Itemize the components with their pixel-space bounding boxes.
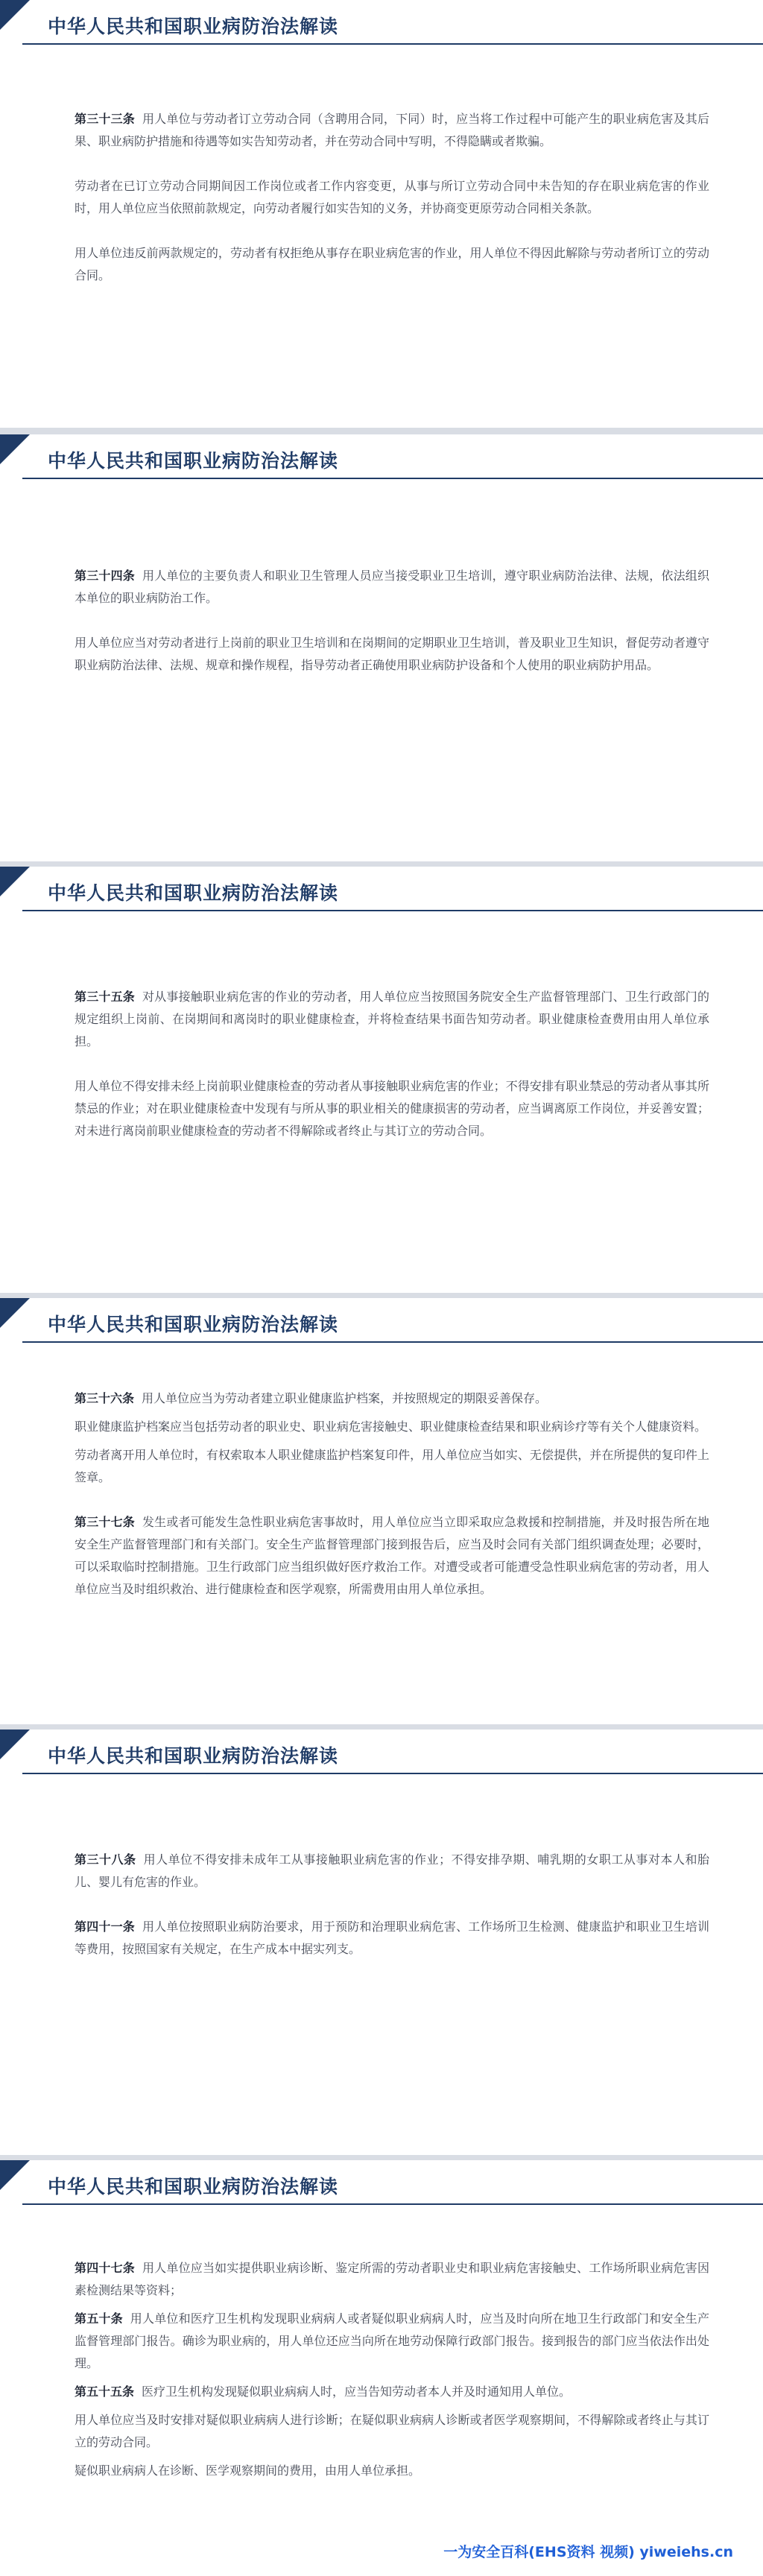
header-divider [22,2203,763,2205]
footer [0,2534,763,2576]
article-text: 职业健康监护档案应当包括劳动者的职业史、职业病危害接触史、职业健康检查结果和职业病诊疗等有关个人健康资料。 [75,1420,707,1434]
article-text: 用人单位与劳动者订立劳动合同（含聘用合同，下同）时，应当将工作过程中可能产生的职业病危害及其后果、职业病防护措施和待遇等如实告知劳动者，并在劳动合同中写明，不得隐瞒或者欺骗。 [75,112,709,148]
law-paragraph [75,2381,709,2403]
slide [0,434,763,861]
article-text: 用人单位应当及时安排对疑似职业病病人进行诊断；在疑似职业病病人诊断或者医学观察期间，不得解除或者终止与其订立的劳动合同。 [75,2413,709,2449]
article-number: 第三十三条 [75,112,135,126]
article-text: 对从事接触职业病危害的作业的劳动者，用人单位应当按照国务院安全生产监督管理部门、卫生行政部门的规定组织上岗前、在岗期间和离岗时的职业健康检查，并将检查结果书面告知劳动者。职业健康检查费用由用人单位承担。 [75,990,709,1048]
article-text: 用人单位不得安排未成年工从事接触职业病危害的作业；不得安排孕期、哺乳期的女职工从事对本人和胎儿、婴儿有危害的作业。 [75,1852,709,1889]
corner-triangle-decoration [0,1298,30,1328]
corner-triangle-decoration [0,0,30,30]
article-text: 劳动者在已订立劳动合同期间因工作岗位或者工作内容变更，从事与所订立劳动合同中未告知的存在职业病危害的作业时，用人单位应当依照前款规定，向劳动者履行如实告知的义务，并协商变更原劳动合同相关条款。 [75,179,709,215]
header-divider [22,1773,763,1774]
law-paragraph [75,2460,709,2482]
law-paragraph [75,1916,709,1961]
slide-body [75,2257,709,2504]
law-paragraph [75,1444,709,1489]
law-paragraph [75,2257,709,2302]
law-paragraph [75,2308,709,2375]
law-paragraph [75,2409,709,2454]
slide-title: 中华人民共和国职业病防治法解读 [48,16,339,37]
header-divider [22,43,763,45]
law-paragraph [75,986,709,1053]
slide [0,1730,763,2155]
slide-header [0,1730,763,1783]
slide [0,2160,763,2534]
article-number: 第三十八条 [75,1852,136,1867]
article-text: 用人单位按照职业病防治要求，用于预防和治理职业病危害、工作场所卫生检测、健康监护和职业卫生培训等费用，按照国家有关规定，在生产成本中据实列支。 [75,1920,709,1956]
law-paragraph [75,175,709,220]
slide-title: 中华人民共和国职业病防治法解读 [48,1314,339,1335]
corner-triangle-decoration [0,434,30,464]
article-text: 用人单位应当如实提供职业病诊断、鉴定所需的劳动者职业史和职业病危害接触史、工作场所职业病危害因素检测结果等资料； [75,2261,709,2297]
article-number: 第四十一条 [75,1920,135,1934]
corner-triangle-decoration [0,867,30,896]
article-text: 发生或者可能发生急性职业病危害事故时，用人单位应当立即采取应急救援和控制措施，并及时报告所在地安全生产监督管理部门和有关部门。安全生产监督管理部门接到报告后，应当及时会同有关部门组织调查处理；必要时，可以采取临时控制措施。卫生行政部门应当组织做好医疗救治工作。对遭受或者可能遭受急性职业病危害的劳动者，用人单位应当及时组织救治、进行健康检查和医学观察，所需费用由用人单位承担。 [75,1515,709,1596]
law-paragraph [75,1416,709,1438]
slide-title: 中华人民共和国职业病防治法解读 [48,882,339,904]
law-paragraph [75,632,709,677]
slide-title: 中华人民共和国职业病防治法解读 [48,450,339,472]
slide-title: 中华人民共和国职业病防治法解读 [48,2176,339,2197]
header-divider [22,478,763,479]
article-text: 疑似职业病病人在诊断、医学观察期间的费用，由用人单位承担。 [75,2463,421,2478]
law-paragraph [75,108,709,153]
slide-body [75,108,709,309]
slide-body [75,986,709,1165]
corner-triangle-decoration [0,1730,30,1759]
article-number: 第三十七条 [75,1515,135,1529]
header-divider [22,1341,763,1343]
article-text: 劳动者离开用人单位时，有权索取本人职业健康监护档案复印件，用人单位应当如实、无偿提供，并在所提供的复印件上签章。 [75,1448,709,1484]
article-text: 用人单位应当为劳动者建立职业健康监护档案，并按照规定的期限妥善保存。 [142,1391,548,1405]
slide [0,867,763,1293]
article-number: 第三十四条 [75,569,135,583]
article-number: 第三十六条 [75,1391,135,1405]
slide-body [75,565,709,699]
slide-body [75,1849,709,1983]
article-text: 用人单位和医疗卫生机构发现职业病病人或者疑似职业病病人时，应当及时向所在地卫生行政部门和安全生产监督管理部门报告。确诊为职业病的，用人单位还应当向所在地劳动保障行政部门报告。接到报告的部门应当依法作出处理。 [75,2311,709,2370]
slide [0,1298,763,1724]
law-paragraph [75,242,709,287]
slide-header [0,0,763,54]
law-paragraph [75,565,709,610]
law-paragraph [75,1849,709,1893]
article-number: 第三十五条 [75,990,135,1004]
law-paragraph [75,1511,709,1601]
slide-header [0,867,763,920]
article-text: 用人单位的主要负责人和职业卫生管理人员应当接受职业卫生培训，遵守职业病防治法律、法规，依法组织本单位的职业病防治工作。 [75,569,709,605]
slide [0,0,763,428]
footer-brand-link[interactable]: 一为安全百科(EHS资料 视频) yiweiehs.cn [443,2544,733,2560]
law-paragraph [75,1387,709,1410]
slide-header [0,2160,763,2214]
law-paragraph [75,1075,709,1142]
slide-title: 中华人民共和国职业病防治法解读 [48,1745,339,1767]
article-text: 医疗卫生机构发现疑似职业病病人时，应当告知劳动者本人并及时通知用人单位。 [142,2384,572,2399]
corner-triangle-decoration [0,2160,30,2190]
slide-header [0,1298,763,1352]
slide-body [75,1387,709,1623]
slide-header [0,434,763,488]
article-number: 第五十五条 [75,2384,135,2399]
header-divider [22,910,763,911]
article-text: 用人单位应当对劳动者进行上岗前的职业卫生培训和在岗期间的定期职业卫生培训，普及职业卫生知识，督促劳动者遵守职业病防治法律、法规、规章和操作规程，指导劳动者正确使用职业病防护设备和个人使用的职业病防护用品。 [75,636,709,672]
article-number: 第五十条 [75,2311,123,2326]
article-number: 第四十七条 [75,2261,135,2275]
article-text: 用人单位不得安排未经上岗前职业健康检查的劳动者从事接触职业病危害的作业；不得安排有职业禁忌的劳动者从事其所禁忌的作业；对在职业健康检查中发现有与所从事的职业相关的健康损害的劳动者，应当调离原工作岗位，并妥善安置；对未进行离岗前职业健康检查的劳动者不得解除或者终止与其订立的劳动合同。 [75,1079,709,1138]
article-text: 用人单位违反前两款规定的，劳动者有权拒绝从事存在职业病危害的作业，用人单位不得因此解除与劳动者所订立的劳动合同。 [75,246,709,282]
